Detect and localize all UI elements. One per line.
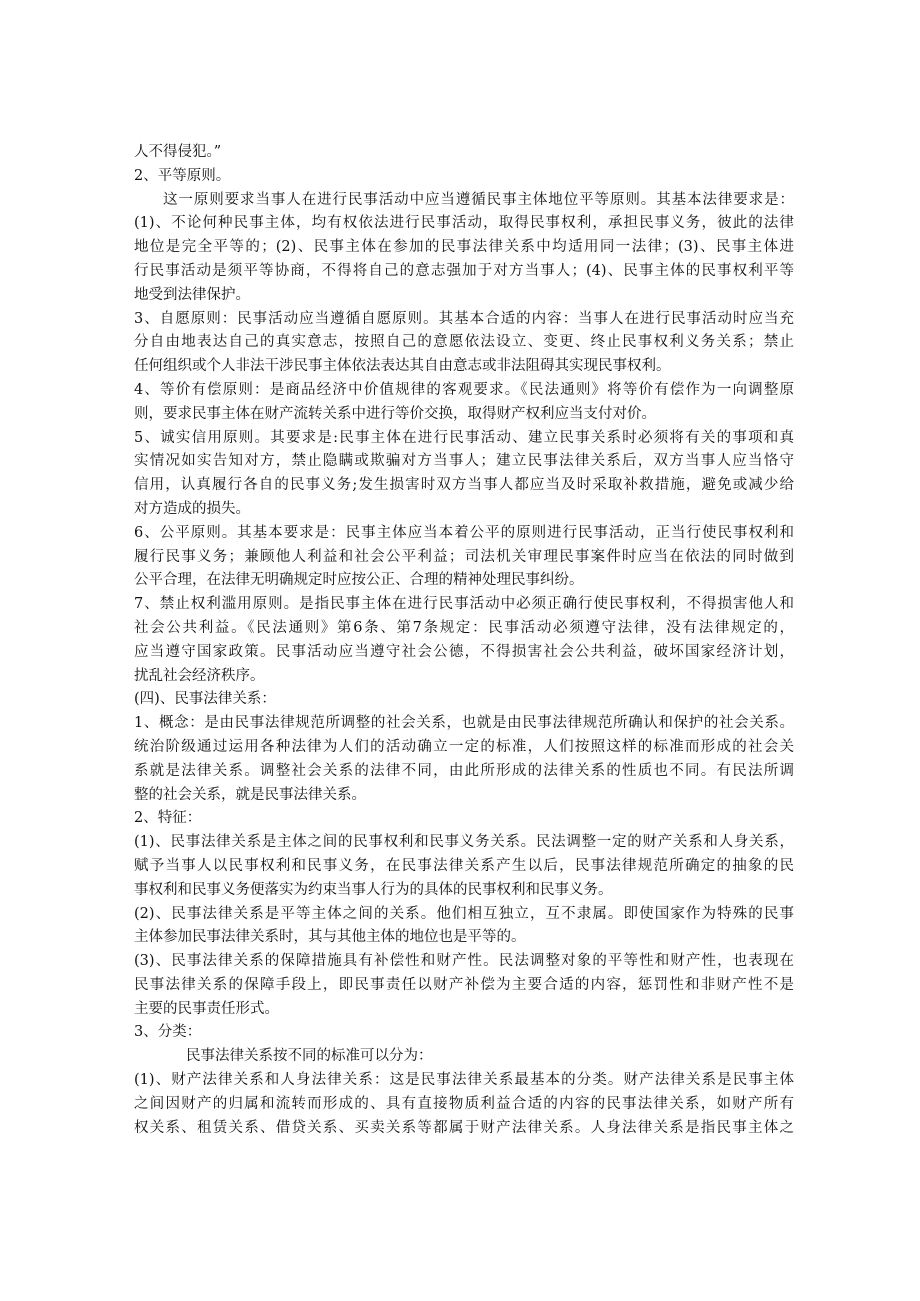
text-line: 实情况如实告知对方，禁止隐瞒或欺骗对方当事人；建立民事法律关系后，双方当事人应当恪守 <box>134 453 794 470</box>
text-line: (1)、民事法律关系是主体之间的民事权利和民事义务关系。民法调整一定的财产关系和人身关系， <box>134 834 794 851</box>
document-page <box>134 141 794 1140</box>
text-line: 系就是法律关系。调整社会关系的法律不同，由此所形成的法律关系的性质也不同。有民法所调 <box>134 762 794 779</box>
text-line: 地位是完全平等的；(2)、民事主体在参加的民事法律关系中均适用同一法律；(3)、民事主体进 <box>134 239 794 256</box>
text-line: 之间因财产的归属和流转而形成的、具有直接物质利益合适的内容的民事法律关系，如财产所有 <box>134 1095 794 1112</box>
text-line: 权关系、租赁关系、借贷关系、买卖关系等都属于财产法律关系。人身法律关系是指民事主体之 <box>134 1119 794 1136</box>
text-line: 人不得侵犯。” <box>134 144 222 160</box>
text-line: 5、诚实信用原则。其要求是:民事主体在进行民事活动、建立民事关系时必须将有关的事项和真 <box>134 429 794 446</box>
text-line: 3、分类： <box>134 1024 202 1041</box>
text-line: 3、自愿原则：民事活动应当遵循自愿原则。其基本合适的内容：当事人在进行民事活动时应当充 <box>134 310 794 327</box>
text-line: 信用，认真履行各自的民事义务;发生损害时双方当事人都应当及时采取补救措施，避免或减少给 <box>134 477 794 494</box>
text-line: 1、概念：是由民事法律规范所调整的社会关系，也就是由民事法律规范所确认和保护的社会关系。 <box>134 715 794 732</box>
text-line: 地受到法律保护。 <box>134 286 250 303</box>
text-line: 统治阶级通过运用各种法律为人们的活动确立一定的标准，人们按照这样的标准而形成的社会关 <box>134 738 794 755</box>
text-line: 行民事活动是须平等协商，不得将自己的意志强加于对方当事人；(4)、民事主体的民事权利平等 <box>134 262 794 279</box>
text-line: 应当遵守国家政策。民事活动应当遵守社会公德，不得损害社会公共利益，破坏国家经济计划， <box>134 643 794 660</box>
text-line: 民事法律关系的保障手段上，即民事责任以财产补偿为主要合适的内容，惩罚性和非财产性不是 <box>134 976 794 993</box>
text-line: 分自由地表达自己的真实意志，按照自己的意愿依法设立、变更、终止民事权利义务关系；禁止 <box>134 334 794 351</box>
text-line: 主体参加民事法律关系时，其与其他主体的地位也是平等的。 <box>134 929 526 946</box>
text-line: 4、等价有偿原则：是商品经济中价值规律的客观要求。《民法通则》将等价有偿作为一向调整原 <box>134 381 794 398</box>
text-line: (3)、民事法律关系的保障措施具有补偿性和财产性。民法调整对象的平等性和财产性，也表现在 <box>134 953 794 970</box>
text-line: 任何组织或个人非法干涉民事主体依法表达其自由意志或非法阻碍其实现民事权利。 <box>134 358 671 375</box>
text-line: 主要的民事责任形式。 <box>134 1000 279 1017</box>
text-line: 2、特征： <box>134 810 202 827</box>
text-line: (1)、财产法律关系和人身法律关系：这是民事法律关系最基本的分类。财产法律关系是民事主体 <box>134 1072 794 1089</box>
text-line: 社会公共利益。《民法通则》第6条、第7条规定：民事活动必须遵守法律，没有法律规定的， <box>134 619 794 636</box>
text-line: 扰乱社会经济秩序。 <box>134 667 265 684</box>
text-line: 履行民事义务；兼顾他人利益和社会公平利益；司法机关审理民事案件时应当在依法的同时做到 <box>134 548 794 565</box>
text-line: 整的社会关系，就是民事法律关系。 <box>134 786 366 803</box>
text-line: 2、平等原则。 <box>134 167 231 184</box>
text-line: 则，要求民事主体在财产流转关系中进行等价交换，取得财产权利应当支付对价。 <box>134 405 656 422</box>
text-line: 对方造成的损失。 <box>134 500 250 517</box>
text-line: 赋予当事人以民事权利和民事义务，在民事法律关系产生以后，民事法律规范所确定的抽象的民 <box>134 857 794 874</box>
text-line: (1)、不论何种民事主体，均有权依法进行民事活动，取得民事权利，承担民事义务，彼此的法律 <box>134 215 794 232</box>
text-line: 6、公平原则。其基本要求是：民事主体应当本着公平的原则进行民事活动，正当行使民事权利和 <box>134 524 794 541</box>
text-line: (2)、民事法律关系是平等主体之间的关系。他们相互独立，互不隶属。即使国家作为特殊的民事 <box>134 905 794 922</box>
text-line: (四)、民事法律关系： <box>134 691 276 708</box>
text-line: 事权利和民事义务便落实为约束当事人行为的具体的民事权利和民事义务。 <box>134 881 613 898</box>
text-line: 公平合理，在法律无明确规定时应按公正、合理的精神处理民事纠纷。 <box>134 572 584 589</box>
text-line: 民事法律关系按不同的标准可以分为： <box>186 1048 433 1065</box>
text-line: 这一原则要求当事人在进行民事活动中应当遵循民事主体地位平等原则。其基本法律要求是： <box>163 191 794 208</box>
text-line: 7、禁止权利滥用原则。是指民事主体在进行民事活动中必须正确行使民事权利，不得损害他人和 <box>134 596 794 613</box>
